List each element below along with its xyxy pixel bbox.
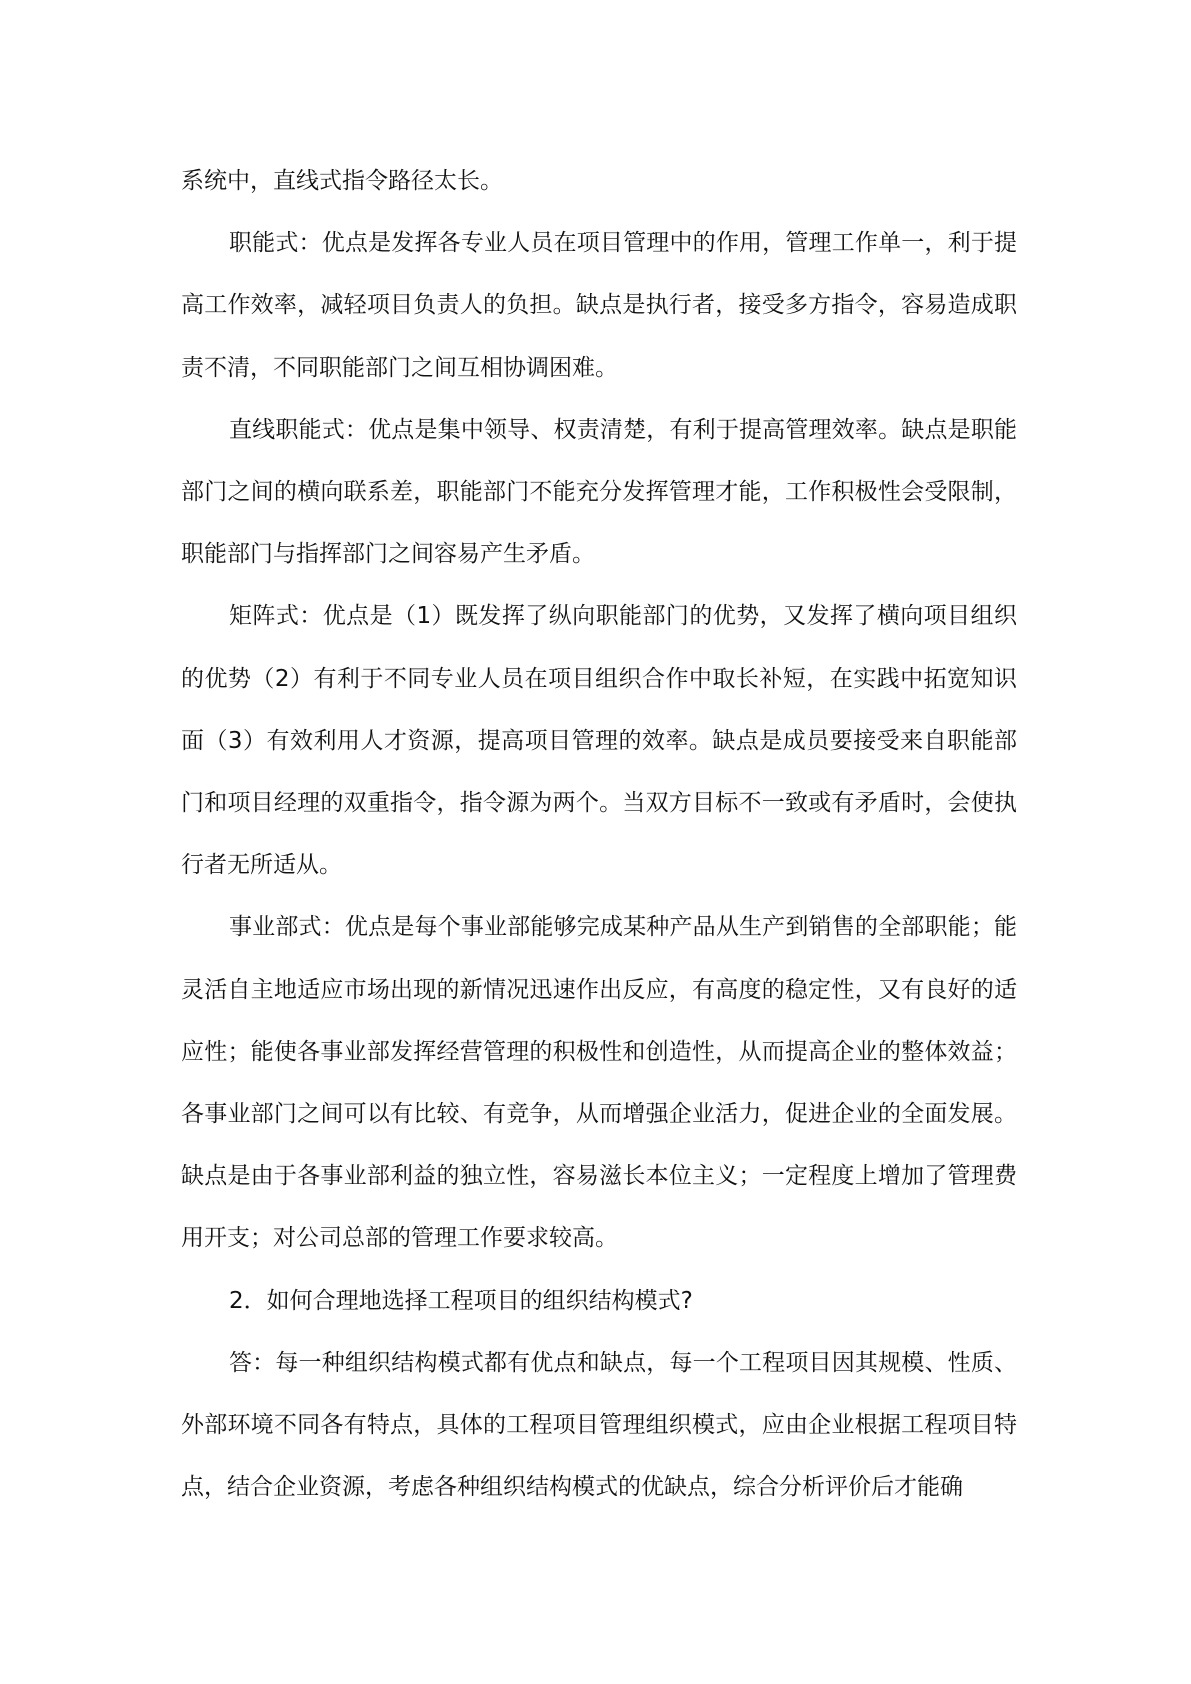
question-2-heading: 2．如何合理地选择工程项目的组织结构模式? <box>229 1287 693 1314</box>
paragraph-line-functional-organization: 直线职能式：优点是集中领导、权责清楚，有利于提高管理效率。缺点是职能部门之间的横向联系差，职能部门不能充分发挥管理才能，工作积极性会受限制，职能部门与指挥部门之间容易产生矛盾。 <box>181 416 1017 568</box>
paragraph-divisional-organization: 事业部式：优点是每个事业部能够完成某种产品从生产到销售的全部职能；能灵活自主地适应市场出现的新情况迅速作出反应，有高度的稳定性，又有良好的适应性；能使各事业部发挥经营管理的积极性和创造性，从而提高企业的整体效益；各事业部门之间可以有比较、有竞争，从而增强企业活力，促进企业的全面发展。缺点是由于各事业部利益的独立性，容易滋长本位主义；一定程度上增加了管理费用开支；对公司总部的管理工作要求较高。 <box>181 914 1017 1252</box>
document-body <box>181 150 1017 1518</box>
answer-2-paragraph: 答：每一种组织结构模式都有优点和缺点，每一个工程项目因其规模、性质、外部环境不同各有特点，具体的工程项目管理组织模式，应由企业根据工程项目特点，结合企业资源，考虑各种组织结构模式的优缺点，综合分析评价后才能确 <box>181 1349 1017 1501</box>
paragraph-line-organization-continued: 系统中，直线式指令路径太长。 <box>181 168 503 194</box>
paragraph-functional-organization: 职能式：优点是发挥各专业人员在项目管理中的作用，管理工作单一，利于提高工作效率，减轻项目负责人的负担。缺点是执行者，接受多方指令，容易造成职责不清，不同职能部门之间互相协调困难。 <box>181 230 1017 381</box>
paragraph-matrix-organization: 矩阵式：优点是（1）既发挥了纵向职能部门的优势，又发挥了横向项目组织的优势（2）有利于不同专业人员在项目组织合作中取长补短，在实践中拓宽知识面（3）有效利用人才资源，提高项目管理的效率。缺点是成员要接受来自职能部门和项目经理的双重指令，指令源为两个。当双方目标不一致或有矛盾时，会使执行者无所适从。 <box>181 603 1017 879</box>
